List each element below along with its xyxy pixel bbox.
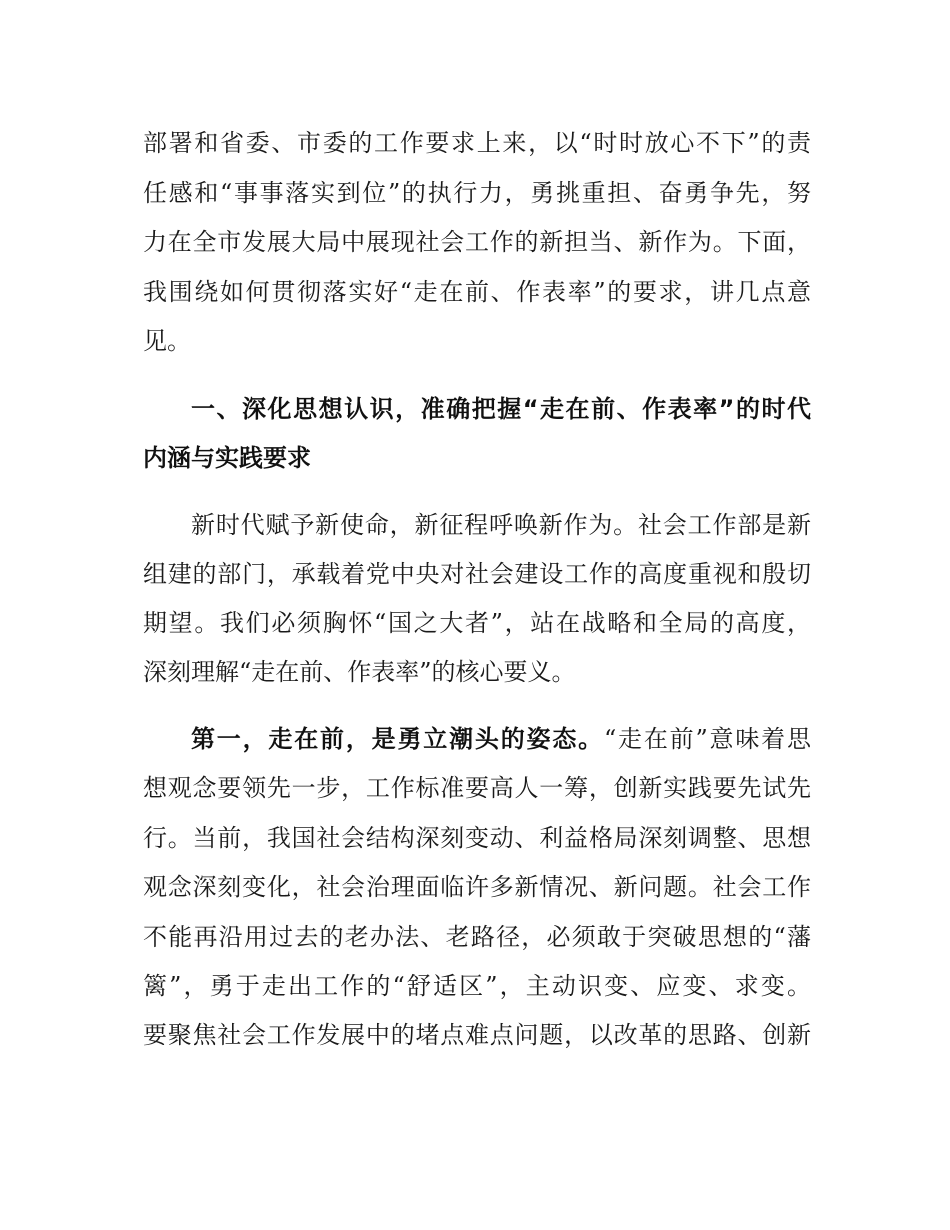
para3-line-4: 观念深刻变化，社会治理面临许多新情况、新问题。社会工作 <box>143 873 811 901</box>
section-heading-line-1: 一、深化思想认识，准确把握“走在前、作表率”的时代 <box>191 395 811 423</box>
para1-line-1: 部署和省委、市委的工作要求上来，以“时时放心不下”的责 <box>143 129 811 157</box>
para1-line-5: 见。 <box>143 327 191 355</box>
para3-line-5: 不能再沿用过去的老办法、老路径，必须敢于突破思想的“藩 <box>143 923 811 951</box>
para1-line-2: 任感和“事事落实到位”的执行力，勇挑重担、奋勇争先，努 <box>143 179 811 207</box>
para3-line-7: 要聚焦社会工作发展中的堵点难点问题，以改革的思路、创新 <box>143 1021 811 1049</box>
para3-line-1 <box>191 719 811 759</box>
para3-lead-rest: “走在前”意味着思 <box>603 725 811 753</box>
para3-line-2: 想观念要领先一步，工作标准要高人一筹，创新实践要先试先 <box>143 774 811 802</box>
para1-line-4: 我围绕如何贯彻落实好“走在前、作表率”的要求，讲几点意 <box>143 278 811 306</box>
para3-line-3: 行。当前，我国社会结构深刻变动、利益格局深刻调整、思想 <box>143 824 811 852</box>
para2-line-3: 期望。我们必须胸怀“国之大者”，站在战略和全局的高度， <box>143 609 811 637</box>
section-heading-line-2: 内涵与实践要求 <box>143 444 311 472</box>
para3-lead-bold: 第一，走在前，是勇立潮头的姿态。 <box>191 725 604 753</box>
para1-line-3: 力在全市发展大局中展现社会工作的新担当、新作为。下面， <box>143 228 811 256</box>
para2-line-1: 新时代赋予新使命，新征程呼唤新作为。社会工作部是新 <box>191 511 811 539</box>
para2-line-2: 组建的部门，承载着党中央对社会建设工作的高度重视和殷切 <box>143 560 811 588</box>
para2-line-4: 深刻理解“走在前、作表率”的核心要义。 <box>143 658 576 686</box>
para3-line-6: 篱”，勇于走出工作的“舒适区”，主动识变、应变、求变。 <box>143 972 811 1000</box>
